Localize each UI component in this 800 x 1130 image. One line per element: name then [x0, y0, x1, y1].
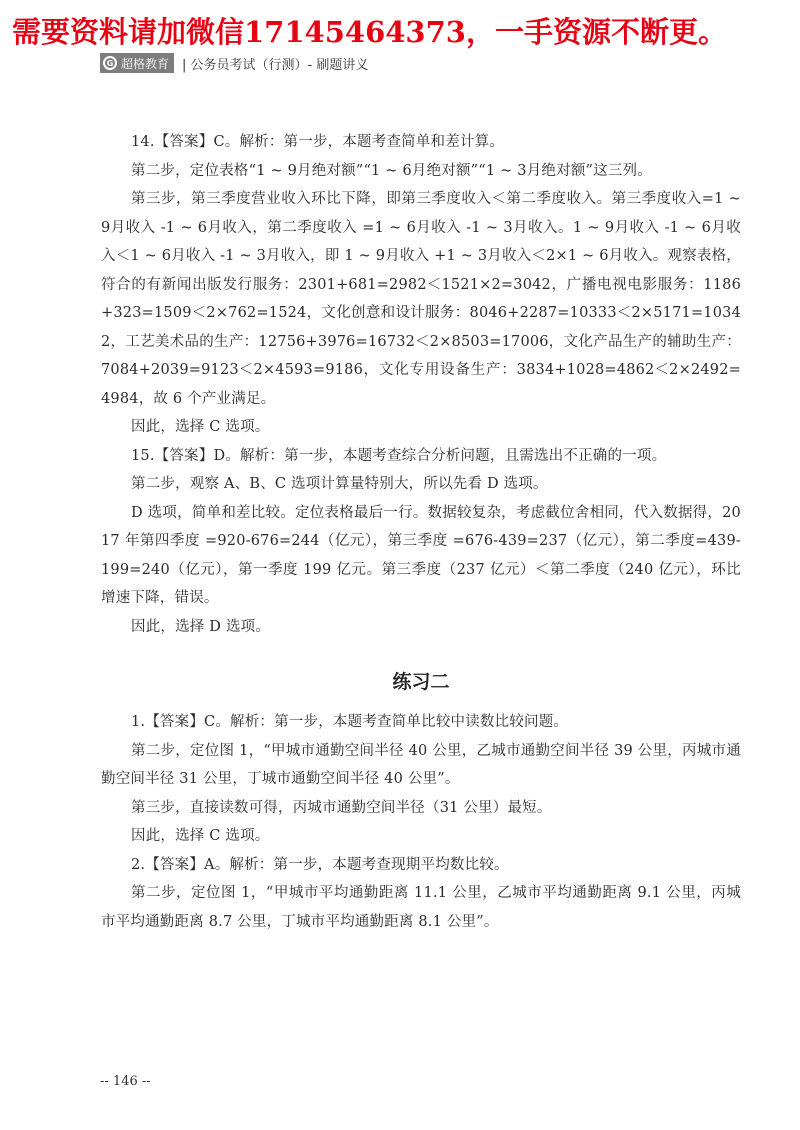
header-title: | 公务员考试（行测）- 刷题讲义 [182, 57, 369, 73]
document-body [101, 128, 741, 936]
paragraph: 15.【答案】D。解析：第一步，本题考查综合分析问题，且需选出不正确的一项。 [131, 447, 667, 464]
paragraph: 第三步，直接读数可得，丙城市通勤空间半径（31 公里）最短。 [131, 799, 552, 816]
paragraph: 因此，选择 C 选项。 [131, 419, 270, 435]
watermark-banner: 需要资料请加微信17145464373，一手资源不断更。 [12, 15, 727, 49]
paragraph: 第二步，观察 A、B、C 选项计算量特别大，所以先看 D 选项。 [131, 476, 548, 492]
paragraph: 第二步，定位图 1，“甲城市平均通勤距离 11.1 公里，乙城市平均通勤距离 9.1 公里，丙城市平均通勤距离 8.7 公里，丁城市平均通勤距离 8.1 公里”。 [101, 885, 741, 930]
paragraph: 第三步，第三季度营业收入环比下降，即第三季度收入＜第二季度收入。第三季度收入=1 ~ 9月收入 -1 ~ 6月收入，第二季度收入 =1 ~ 6月收入 -1 ~ 3月收入。1 ~ 9月收入 -1 ~ 6月收入＜1 ~ 6月收入 -1 ~ 3月收入，即 1 ~ 9月收入 +1 ~ 3月收入＜2×1 ~ 6月收入。观察表格，符合的有新闻出版发行服务：2301+681=2982＜1521×2=3042，广播电视电影服务：1186+323=1509＜2×762=1524，文化创意和设计服务：8046+2287=10333＜2×5171=10342，工艺美术品的生产：12756+3976=16732＜2×8503=17006，文化产品生产的辅助生产：7084+2039=9123＜2×4593=9186，文化专用设备生产：3834+1028=4862＜2×2492=4984，故 6 个产业满足。 [101, 191, 741, 407]
logo-text: 超格教育 [121, 56, 170, 71]
page-number: -- 146 -- [100, 1074, 151, 1089]
paragraph: D 选项，简单和差比较。定位表格最后一行。数据较复杂，考虑截位舍相同，代入数据得，2017 年第四季度 =920-676=244（亿元），第三季度 =676-439=237（亿元），第二季度=439-199=240（亿元），第一季度 199 亿元。第三季度（237 亿元）＜第二季度（240 亿元），环比增速下降，错误。 [101, 504, 741, 606]
paragraph: 因此，选择 C 选项。 [131, 828, 270, 844]
page-header [100, 52, 368, 74]
section-title: 练习二 [392, 671, 450, 693]
logo-icon: G [103, 56, 117, 70]
paragraph: 因此，选择 D 选项。 [131, 618, 271, 635]
brand-logo [100, 53, 174, 73]
paragraph: 1.【答案】C。解析：第一步，本题考查简单比较中读数比较问题。 [131, 714, 569, 730]
paragraph: 第二步，定位表格“1 ~ 9月绝对额”“1 ~ 6月绝对额”“1 ~ 3月绝对额”这三列。 [131, 162, 652, 179]
paragraph: 第二步，定位图 1，“甲城市通勤空间半径 40 公里，乙城市通勤空间半径 39 公里，丙城市通勤空间半径 31 公里，丁城市通勤空间半径 40 公里”。 [101, 742, 741, 787]
paragraph: 14.【答案】C。解析：第一步，本题考查简单和差计算。 [131, 134, 505, 150]
paragraph: 2.【答案】A。解析：第一步，本题考查现期平均数比较。 [131, 856, 509, 873]
